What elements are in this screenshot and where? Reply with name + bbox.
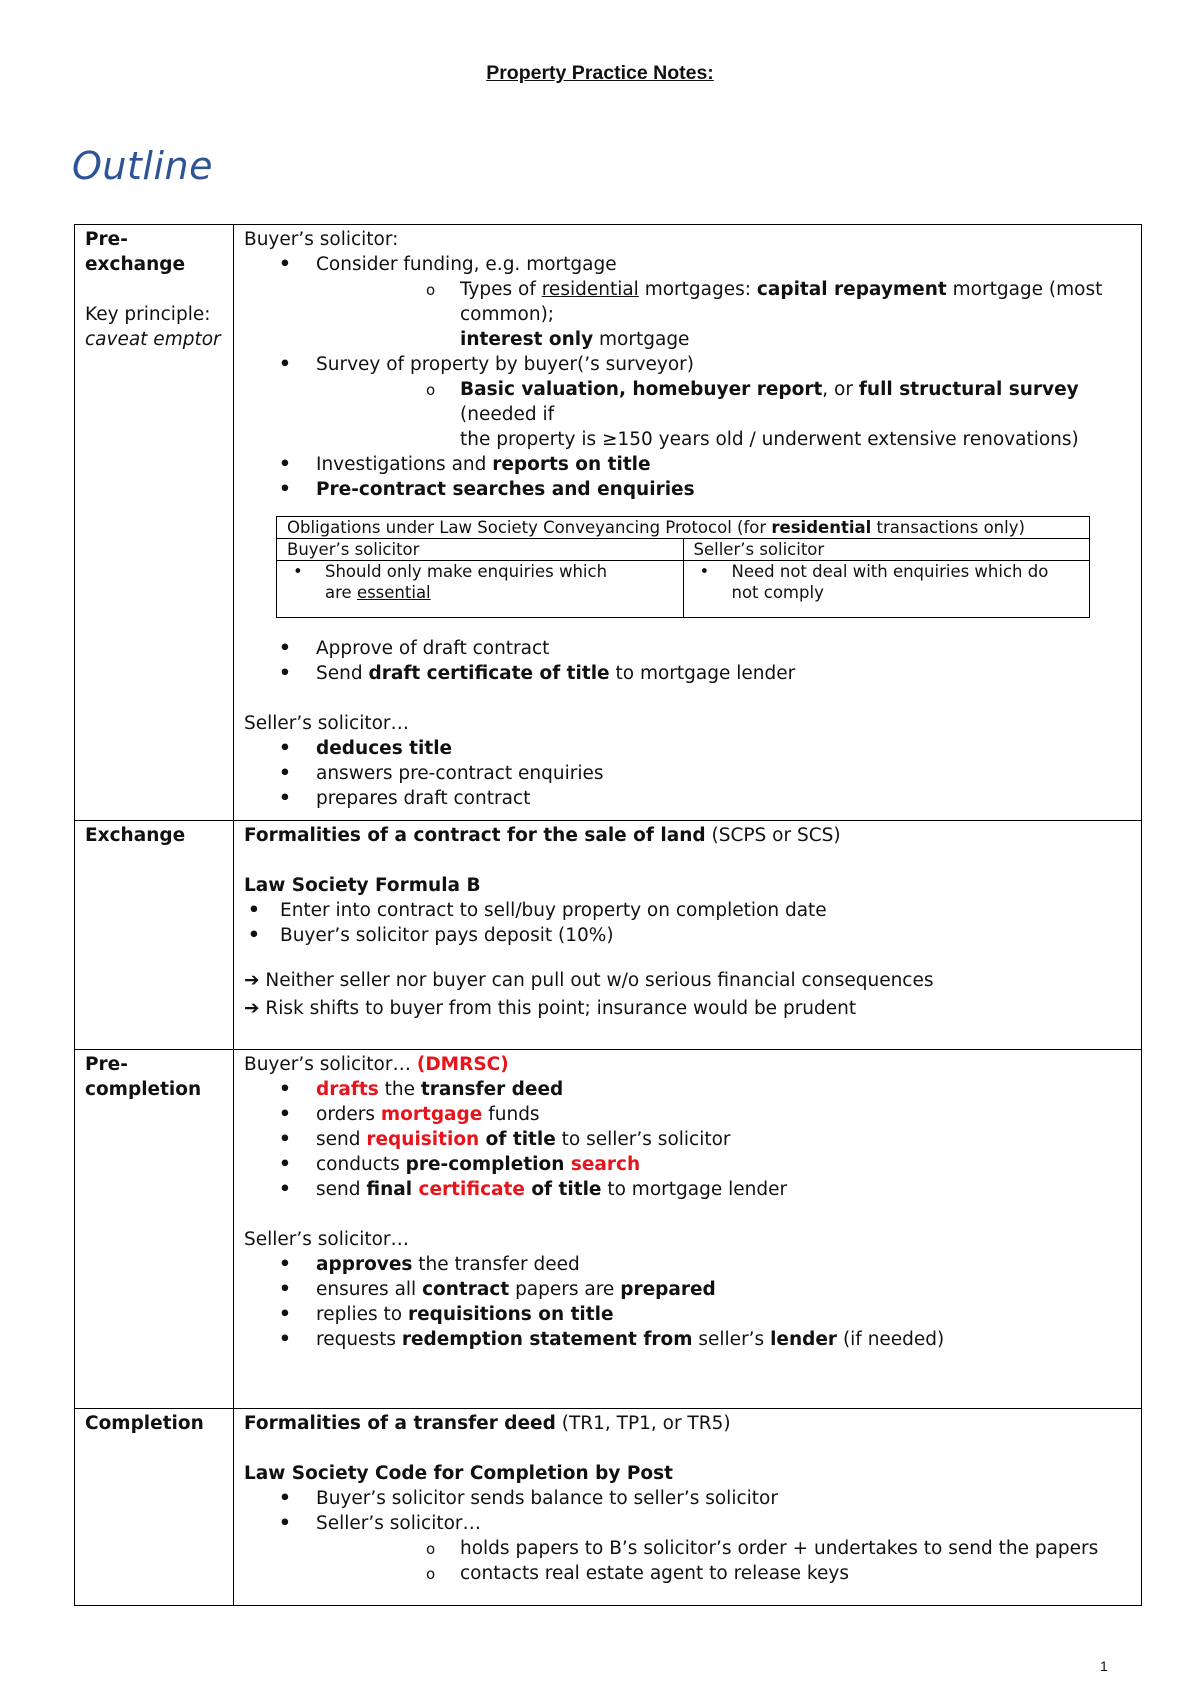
protocol-title: Obligations under Law Society Conveyancing Protocol (for residential transactions only) xyxy=(277,517,1090,539)
stage-name-completion: Completion xyxy=(85,1413,204,1434)
page-number: 1 xyxy=(1100,1658,1108,1674)
arrow-note: ➔ Neither seller nor buyer can pull out w/o serious financial consequences xyxy=(244,970,934,991)
protocol-table xyxy=(276,516,1090,618)
sub-list-item: o contacts real estate agent to release keys xyxy=(460,1561,1131,1586)
exchange-formalities: Formalities of a contract for the sale of land (SCPS or SCS) xyxy=(244,825,841,846)
list-item: • drafts the transfer deed xyxy=(316,1077,1131,1102)
seller-solicitor-heading: Seller’s solicitor… xyxy=(244,713,410,734)
list-item: • approves the transfer deed xyxy=(316,1252,1131,1277)
list-item: • conducts pre-completion search xyxy=(316,1152,1131,1177)
list-item: • send requisition of title to seller’s solicitor xyxy=(316,1127,1131,1152)
list-item: • ensures all contract papers are prepared xyxy=(316,1277,1131,1302)
list-item: • deduces title xyxy=(316,736,1131,761)
key-principle: caveat emptor xyxy=(85,329,221,350)
law-society-formula: Law Society Formula B xyxy=(244,875,481,896)
document-title: Property Practice Notes: xyxy=(486,62,714,84)
seller-solicitor-heading: Seller’s solicitor… xyxy=(244,1229,410,1250)
content-cell xyxy=(234,1409,1142,1606)
outline-table xyxy=(74,224,1142,1606)
stage-cell xyxy=(75,225,234,821)
sub-list-item: o holds papers to B’s solicitor’s order + undertakes to send the papers xyxy=(460,1536,1131,1561)
protocol-buyer-header: Buyer’s solicitor xyxy=(277,539,684,561)
completion-row xyxy=(75,1409,1142,1606)
list-item: • Consider funding, e.g. mortgage o Types of residential mortgages: capital repayment mortgage (most common); interest only mortgage xyxy=(316,252,1131,352)
list-item: • Survey of property by buyer(’s surveyor) o Basic valuation, homebuyer report, or full structural survey (needed if the property is ≥150 years old / underwent extensive renovations) xyxy=(316,352,1131,452)
arrow-note: ➔ Risk shifts to buyer from this point; insurance would be prudent xyxy=(244,998,857,1019)
list-item: • answers pre-contract enquiries xyxy=(316,761,1131,786)
buyer-solicitor-heading: Buyer’s solicitor: xyxy=(244,229,399,250)
stage-name-pre-exchange: Pre-exchange xyxy=(85,229,186,275)
outline-heading: Outline xyxy=(72,144,213,188)
pre-completion-row xyxy=(75,1050,1142,1409)
buyer-tasks-list xyxy=(244,252,1131,502)
stage-cell xyxy=(75,821,234,1050)
buyer-solicitor-heading: Buyer’s solicitor… (DMRSC) xyxy=(244,1054,509,1075)
list-item: • Approve of draft contract xyxy=(316,636,1131,661)
seller-tasks-list xyxy=(244,736,1131,811)
completion-code: Law Society Code for Completion by Post xyxy=(244,1463,673,1484)
sub-list-item: o Types of residential mortgages: capital repayment mortgage (most common); interest only mortgage xyxy=(460,277,1131,352)
list-item: • replies to requisitions on title xyxy=(316,1302,1131,1327)
stage-cell xyxy=(75,1050,234,1409)
list-item: • Buyer’s solicitor sends balance to seller’s solicitor xyxy=(316,1486,1131,1511)
buyer-tasks-list xyxy=(244,1077,1131,1202)
list-item: • Enter into contract to sell/buy property on completion date xyxy=(280,898,1131,923)
protocol-seller-item: • Need not deal with enquiries which do not comply xyxy=(683,561,1090,618)
sub-list-item: o Basic valuation, homebuyer report, or full structural survey (needed if the property is ≥150 years old / underwent extensive renovations) xyxy=(460,377,1131,452)
stage-name-exchange: Exchange xyxy=(85,825,186,846)
list-item: • orders mortgage funds xyxy=(316,1102,1131,1127)
protocol-buyer-item: • Should only make enquiries which are essential xyxy=(277,561,684,618)
exchange-list xyxy=(244,898,1131,948)
content-cell xyxy=(234,225,1142,821)
key-principle-label: Key principle: xyxy=(85,304,211,325)
stage-name-pre-completion: Pre- completion xyxy=(85,1054,202,1100)
mnemonic: (DMRSC) xyxy=(416,1054,509,1075)
content-cell xyxy=(234,821,1142,1050)
list-item: • Seller’s solicitor… o holds papers to B’s solicitor’s order + undertakes to send the papers o contacts real estate agent to release keys xyxy=(316,1511,1131,1586)
list-item: • prepares draft contract xyxy=(316,786,1131,811)
seller-tasks-list xyxy=(244,1252,1131,1352)
list-item: • Investigations and reports on title xyxy=(316,452,1131,477)
list-item: • requests redemption statement from seller’s lender (if needed) xyxy=(316,1327,1131,1352)
stage-cell xyxy=(75,1409,234,1606)
list-item: • Buyer’s solicitor pays deposit (10%) xyxy=(280,923,1131,948)
completion-formalities: Formalities of a transfer deed (TR1, TP1, or TR5) xyxy=(244,1413,731,1434)
buyer-tasks-list-2 xyxy=(244,636,1131,686)
pre-exchange-row xyxy=(75,225,1142,821)
list-item: • Pre-contract searches and enquiries xyxy=(316,477,1131,502)
completion-list xyxy=(244,1486,1131,1586)
list-item: • Send draft certificate of title to mortgage lender xyxy=(316,661,1131,686)
protocol-seller-header: Seller’s solicitor xyxy=(683,539,1090,561)
list-item: • send final certificate of title to mortgage lender xyxy=(316,1177,1131,1202)
exchange-row xyxy=(75,821,1142,1050)
content-cell xyxy=(234,1050,1142,1409)
